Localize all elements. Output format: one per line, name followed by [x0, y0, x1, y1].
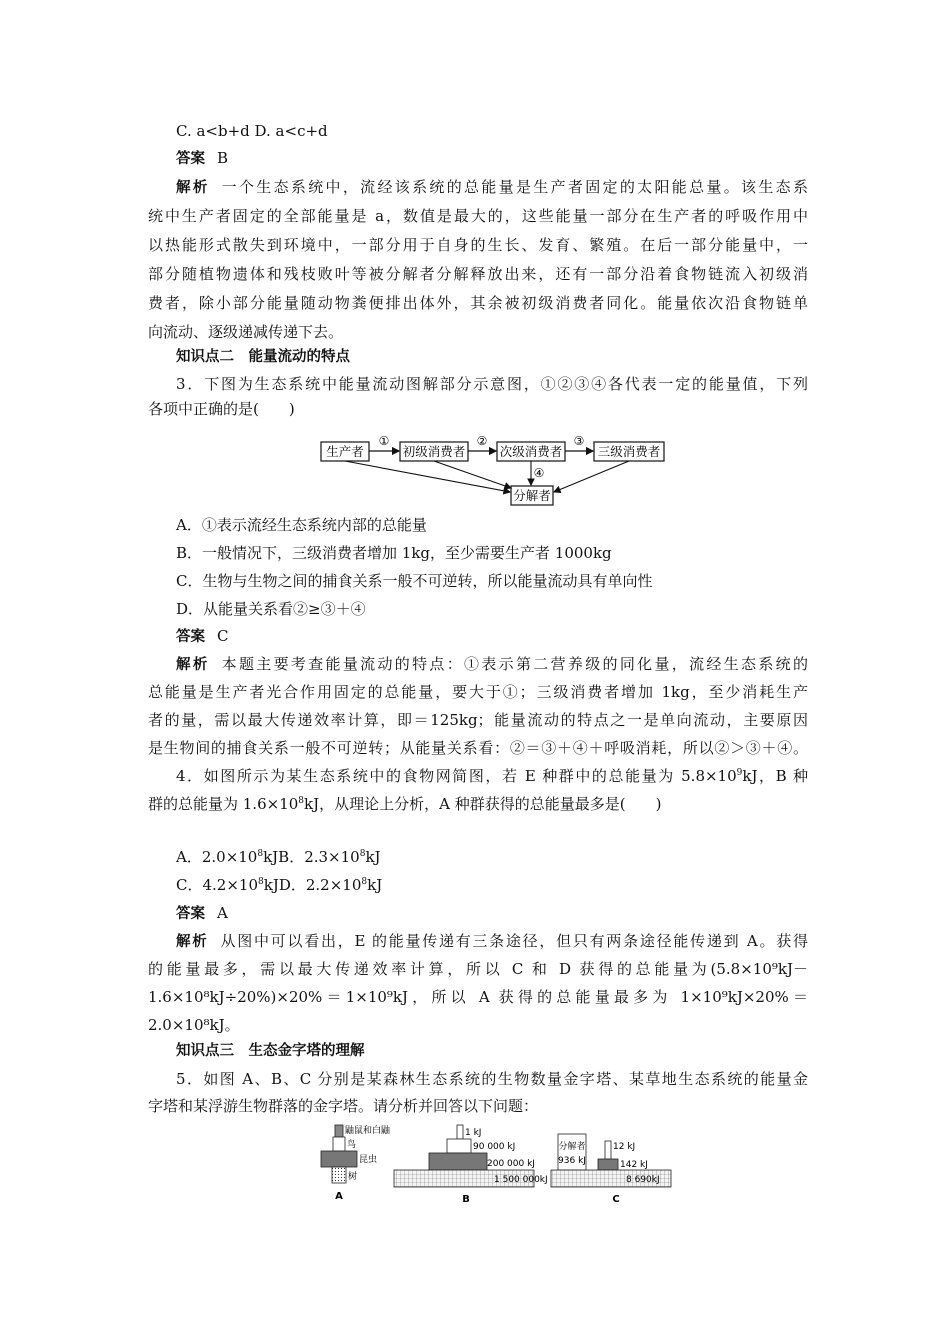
pyramid-a-label-2: 昆虫 [359, 1155, 378, 1165]
explanation-label: 解析 [176, 180, 210, 196]
explanation-2-line6: 向流动、逐级递减传递下去。 [148, 323, 344, 341]
arrow-tertiary-decomposer [554, 461, 629, 492]
pyramid-c-label-1: 8 690kJ [626, 1175, 660, 1185]
explanation-4-line4: 2.0×10⁸kJ。 [148, 1016, 240, 1034]
label-2: ② [476, 434, 488, 448]
pyramid-b-level-3 [447, 1139, 471, 1153]
explanation-4-line2: 的能量最多，需以最大传递效率计算，所以 C 和 D 获得的总能量为(5.8×10⁹kJ－ [148, 960, 808, 978]
pyramid-a-label-4: 鼬鼠和白鼬 [345, 1126, 391, 1136]
answer-label: 答案 [176, 629, 205, 645]
explanation-3-line1: 解析 本题主要考查能量流动的特点：①表示第二营养级的同化量，流经生态系统的 [176, 655, 809, 673]
pyramid-a [321, 1124, 390, 1202]
pyramid-a-level-3 [333, 1137, 345, 1151]
svg-text:三级消费者: 三级消费者 [597, 444, 661, 459]
explanation-label: 解析 [176, 657, 210, 673]
svg-text:分解者: 分解者 [513, 488, 551, 503]
q3-option-c: C．生物与生物之间的捕食关系一般不可逆转，所以能量流动具有单向性 [176, 572, 653, 590]
decomposer-label: 分解者 [558, 1142, 586, 1152]
pyramid-c-level-3 [605, 1141, 611, 1159]
explanation-2-line1: 解析 一个生态系统中，流经该系统的总能量是生产者固定的太阳能总量。该生态系 [176, 178, 809, 196]
answer-3 [176, 623, 836, 650]
q3-option-d: D．从能量关系看②≥③＋④ [176, 600, 366, 618]
pyramid-a-level-1 [332, 1167, 346, 1183]
pyramid-c-label-2: 142 kJ [620, 1160, 648, 1170]
explanation-2-line2: 统中生产者固定的全部能量是 a，数值是最大的，这些能量一部分在生产者的呼吸作用中 [148, 207, 808, 225]
explanation-4-line3: 1.6×10⁸kJ÷20%)×20%＝1×10⁹kJ，所以 A 获得的总能量最多为 1×10⁹kJ×20%＝ [148, 988, 808, 1006]
pyramid-a-caption: A [335, 1191, 343, 1202]
explanation-2-line3: 以热能形式散失到环境中，一部分用于自身的生长、发育、繁殖。在后一部分能量中，一 [148, 236, 808, 254]
label-4: ④ [533, 466, 545, 480]
pyramid-a-label-1: 树 [348, 1172, 358, 1182]
q4-options-cd: C．$4.2\times 10^8kJD$．$2.2\times 10^8kJ$ [176, 876, 383, 894]
producer-box [321, 442, 369, 461]
pyramid-c-label-3: 12 kJ [613, 1142, 636, 1152]
explanation-3-line2: 总能量是生产者光合作用固定的总能量，要大于①；三级消费者增加 1kg，至少消耗生产 [148, 683, 808, 701]
decomposer-box [511, 486, 553, 505]
section-heading-3: 知识点三 生态金字塔的理解 [176, 1043, 365, 1059]
answer-2 [176, 145, 836, 172]
question-5-line2: 字塔和某浮游生物群落的金字塔。请分析并回答以下问题： [148, 1097, 539, 1115]
answer-value: C [217, 627, 229, 645]
pyramid-b-level-4 [457, 1125, 463, 1139]
question-3-line2: 各项中正确的是( ) [148, 400, 295, 418]
explanation-2-line5: 费者，除小部分能量随动物粪便排出体外，其余被初级消费者同化。能量依次沿食物链单 [148, 294, 808, 312]
pyramid-b-label-3: 90 000 kJ [473, 1142, 516, 1152]
answer-4 [176, 900, 836, 927]
question-3-line1: 3．下图为生态系统中能量流动图解部分示意图，①②③④各代表一定的能量值，下列 [176, 375, 808, 393]
question-5-line1: 5．如图 A、B、C 分别是某森林生态系统的生物数量金字塔、某草地生态系统的能量金 [176, 1070, 808, 1088]
explanation-3-line4: 是生物间的捕食关系一般不可逆转；从能量关系看：②＝③＋④＋呼吸消耗，所以②＞③＋④。 [148, 739, 808, 757]
pyramid-b-label-1: 1 500 000kJ [494, 1175, 548, 1185]
q4-options-ab: A．$2.0\times 10^8kJB$．$2.3\times 10^8kJ$ [176, 848, 381, 866]
pyramid-c [551, 1134, 671, 1205]
answer-value: B [217, 149, 229, 167]
energy-flow-diagram [320, 434, 670, 512]
pyramid-b-label-2: 200 000 kJ [487, 1159, 535, 1169]
svg-text:次级消费者: 次级消费者 [499, 444, 563, 459]
arrow-producer-decomposer [345, 461, 510, 492]
pyramid-b-level-2 [429, 1153, 487, 1170]
pyramid-c-level-2 [598, 1159, 618, 1170]
pyramid-c-caption: C [612, 1194, 620, 1205]
arrow-primary-decomposer [434, 461, 511, 488]
svg-text:初级消费者: 初级消费者 [402, 444, 466, 459]
explanation-3-line3: 者的量，需以最大传递效率计算，即＝125kg；能量流动的特点之一是单向流动，主要原因 [148, 711, 808, 729]
answer-value: A [217, 904, 228, 922]
pyramid-b [394, 1125, 548, 1205]
answer-label: 答案 [176, 151, 205, 167]
label-3: ③ [573, 434, 585, 448]
answer-label: 答案 [176, 906, 205, 922]
pyramid-b-caption: B [462, 1194, 470, 1205]
q3-option-b: B．一般情况下，三级消费者增加 1kg，至少需要生产者 1000kg [176, 544, 612, 562]
pyramid-a-level-4 [335, 1125, 343, 1137]
decomposer-value: 936 kJ [558, 1156, 586, 1166]
svg-text:生产者: 生产者 [326, 444, 364, 459]
tertiary-consumer-box [594, 442, 664, 461]
explanation-4-line1: 解析 从图中可以看出，E 的能量传递有三条途径，但只有两条途径能传递到 A。获得 [176, 932, 808, 950]
pyramid-a-label-3: 鸟 [347, 1140, 357, 1150]
q3-option-a: A．①表示流经生态系统内部的总能量 [176, 516, 427, 534]
section-heading-2: 知识点二 能量流动的特点 [176, 349, 350, 365]
pyramid-a-level-2 [321, 1151, 357, 1167]
explanation-2-line4: 部分随植物遗体和残枝败叶等被分解者分解释放出来，还有一部分沿着食物链流入初级消 [148, 265, 808, 283]
explanation-label: 解析 [176, 934, 209, 950]
question-4-line2: 群的总能量为 $1.6\times 10^8kJ$，从理论上分析，A 种群获得的总能量最多是( ) [148, 795, 662, 813]
q2-options-cd: C. a<b+d D. a<c+d [176, 122, 328, 140]
pyramids-figure [316, 1122, 696, 1214]
secondary-consumer-box [497, 442, 565, 461]
label-1: ① [378, 434, 390, 448]
question-4-line1: 4．如图所示为某生态系统中的食物网简图，若 E 种群中的总能量为 $5.8\times 10^9kJ$，B 种 [176, 767, 808, 785]
pyramid-b-label-4: 1 kJ [465, 1128, 482, 1138]
primary-consumer-box [400, 442, 468, 461]
